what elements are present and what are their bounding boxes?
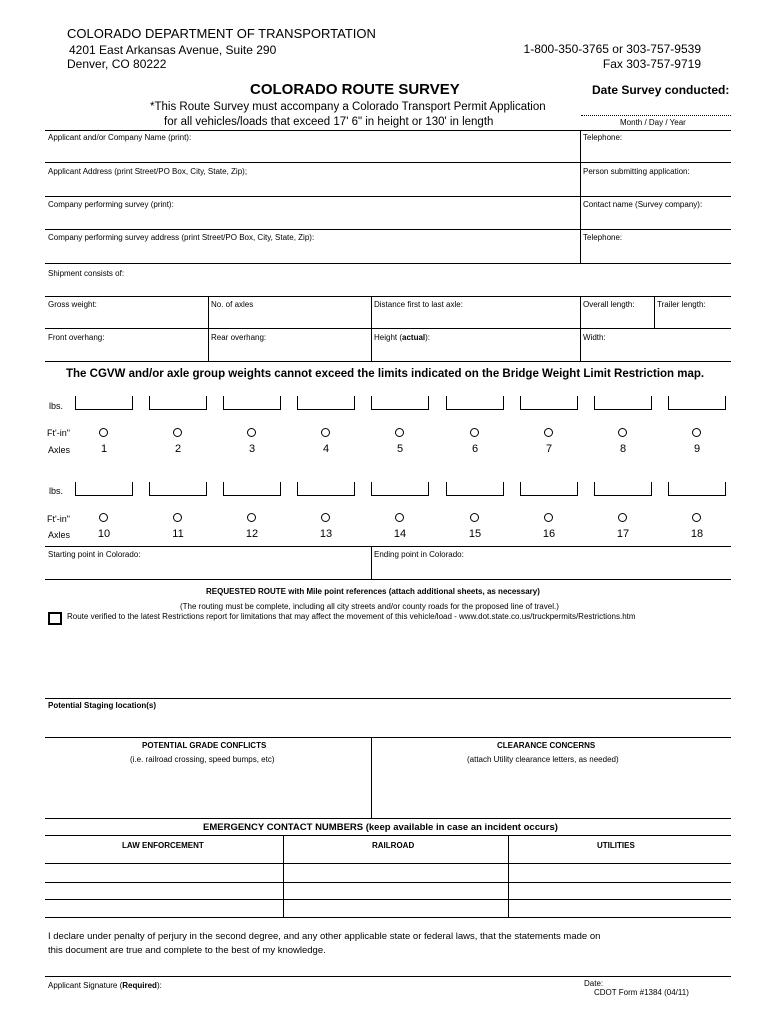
- trailer-length-field[interactable]: Trailer length:: [657, 300, 706, 309]
- axle-weight-input[interactable]: [594, 396, 652, 410]
- grade-conflicts-note: (i.e. railroad crossing, speed bumps, etc): [130, 755, 275, 764]
- applicant-address-field[interactable]: Applicant Address (print Street/PO Box, City, State, Zip);: [48, 167, 248, 176]
- form-id: CDOT Form #1384 (04/11): [594, 988, 689, 997]
- axle-weight-input[interactable]: [297, 396, 355, 410]
- org-fax: Fax 303-757-9719: [602, 57, 701, 71]
- axle-weight-input[interactable]: [446, 482, 504, 496]
- axle-spacing-radio[interactable]: [321, 513, 330, 522]
- axle-weight-input[interactable]: [520, 482, 578, 496]
- ftin-label-row2: Ft'-in": [47, 514, 70, 524]
- clearance-concerns-note: (attach Utility clearance letters, as needed): [467, 755, 619, 764]
- notice-line2: for all vehicles/loads that exceed 17' 6" in height or 130' in length: [164, 116, 494, 128]
- weight-warning: The CGVW and/or axle group weights cannot exceed the limits indicated on the Bridge Weight Limit Restriction map.: [66, 368, 705, 380]
- requested-route-area[interactable]: [45, 625, 731, 697]
- date-field[interactable]: Date:: [584, 979, 604, 988]
- page-title: COLORADO ROUTE SURVEY: [250, 81, 460, 98]
- date-survey-label: Date Survey conducted:: [592, 83, 730, 97]
- axle-number: 7: [545, 443, 553, 455]
- axle-spacing-radio[interactable]: [618, 428, 627, 437]
- axle-number: 12: [245, 528, 259, 540]
- axles-label-row1: Axles: [48, 445, 71, 455]
- route-verified-checkbox[interactable]: [48, 612, 62, 625]
- axle-spacing-radio[interactable]: [470, 428, 479, 437]
- org-address-line2: Denver, CO 80222: [67, 57, 167, 71]
- survey-telephone-field[interactable]: Telephone:: [583, 233, 623, 242]
- axle-spacing-radio[interactable]: [470, 513, 479, 522]
- axle-weight-input[interactable]: [149, 482, 207, 496]
- axle-weight-input[interactable]: [297, 482, 355, 496]
- axle-number: 15: [468, 528, 482, 540]
- starting-point-field[interactable]: Starting point in Colorado:: [48, 550, 141, 559]
- front-overhang-field[interactable]: Front overhang:: [48, 333, 105, 342]
- axle-number: 3: [248, 443, 256, 455]
- axle-spacing-radio[interactable]: [692, 428, 701, 437]
- axle-weight-input[interactable]: [223, 396, 281, 410]
- axle-spacing-radio[interactable]: [395, 513, 404, 522]
- grade-conflicts-area[interactable]: [45, 768, 370, 816]
- axle-number: 13: [319, 528, 333, 540]
- axle-number: 14: [393, 528, 407, 540]
- axle-weight-input[interactable]: [223, 482, 281, 496]
- axle-weight-input[interactable]: [446, 396, 504, 410]
- axle-spacing-radio[interactable]: [99, 513, 108, 522]
- axle-weight-input[interactable]: [520, 396, 578, 410]
- clearance-concerns-heading: CLEARANCE CONCERNS: [497, 741, 596, 750]
- survey-company-field[interactable]: Company performing survey (print):: [48, 200, 174, 209]
- org-name: COLORADO DEPARTMENT OF TRANSPORTATION: [67, 26, 376, 41]
- overall-length-field[interactable]: Overall length:: [583, 300, 635, 309]
- gross-weight-field[interactable]: Gross weight:: [48, 300, 97, 309]
- axle-distance-field[interactable]: Distance first to last axle:: [374, 300, 463, 309]
- lbs-label-row2: lbs.: [49, 486, 64, 496]
- signature-field[interactable]: Applicant Signature (Required):: [48, 981, 162, 990]
- survey-contact-field[interactable]: Contact name (Survey company):: [583, 200, 703, 209]
- org-phone: 1-800-350-3765 or 303-757-9539: [523, 42, 701, 56]
- height-field[interactable]: Height (actual):: [374, 333, 431, 342]
- axle-spacing-radio[interactable]: [692, 513, 701, 522]
- axle-spacing-radio[interactable]: [99, 428, 108, 437]
- emergency-heading: EMERGENCY CONTACT NUMBERS (keep available in case an incident occurs): [203, 822, 558, 833]
- utilities-column: UTILITIES: [597, 841, 635, 850]
- staging-location-field[interactable]: Potential Staging location(s): [48, 701, 157, 710]
- axle-number: 2: [174, 443, 182, 455]
- axle-number: 16: [542, 528, 556, 540]
- axle-weight-input[interactable]: [149, 396, 207, 410]
- axle-weight-input[interactable]: [371, 482, 429, 496]
- grade-conflicts-heading: POTENTIAL GRADE CONFLICTS: [142, 741, 267, 750]
- axle-spacing-radio[interactable]: [544, 428, 553, 437]
- rear-overhang-field[interactable]: Rear overhang:: [211, 333, 267, 342]
- telephone-field[interactable]: Telephone:: [583, 133, 623, 142]
- clearance-concerns-area[interactable]: [373, 768, 730, 816]
- survey-company-address-field[interactable]: Company performing survey address (print Street/PO Box, City, State, Zip):: [48, 233, 315, 242]
- law-enforcement-column: LAW ENFORCEMENT: [122, 841, 204, 850]
- person-submitting-field[interactable]: Person submitting application:: [583, 167, 690, 176]
- declaration-line1: I declare under penalty of perjury in the second degree, and any other applicable state or federal laws, that the statements made on: [48, 931, 601, 942]
- ending-point-field[interactable]: Ending point in Colorado:: [374, 550, 464, 559]
- axle-number: 10: [97, 528, 111, 540]
- applicant-name-field[interactable]: Applicant and/or Company Name (print):: [48, 133, 192, 142]
- lbs-label-row1: lbs.: [49, 401, 64, 411]
- axle-weight-input[interactable]: [668, 482, 726, 496]
- date-format-label: Month / Day / Year: [620, 118, 686, 127]
- axles-label-row2: Axles: [48, 530, 71, 540]
- axle-weight-input[interactable]: [371, 396, 429, 410]
- shipment-field[interactable]: Shipment consists of:: [48, 269, 125, 278]
- axle-weight-input[interactable]: [75, 396, 133, 410]
- date-survey-line[interactable]: [581, 115, 731, 116]
- axle-spacing-radio[interactable]: [173, 513, 182, 522]
- axle-number: 18: [690, 528, 704, 540]
- org-address-line1: 4201 East Arkansas Avenue, Suite 290: [69, 43, 277, 57]
- width-field[interactable]: Width:: [583, 333, 606, 342]
- railroad-column: RAILROAD: [372, 841, 415, 850]
- axle-weight-input[interactable]: [668, 396, 726, 410]
- axle-number: 5: [396, 443, 404, 455]
- requested-route-heading: REQUESTED ROUTE with Mile point references (attach additional sheets, as necessary): [206, 587, 540, 596]
- axle-weight-input[interactable]: [594, 482, 652, 496]
- axle-spacing-radio[interactable]: [247, 428, 256, 437]
- axle-spacing-radio[interactable]: [395, 428, 404, 437]
- axle-spacing-radio[interactable]: [321, 428, 330, 437]
- notice-line1: *This Route Survey must accompany a Colorado Transport Permit Application: [150, 101, 546, 113]
- axle-weight-input[interactable]: [75, 482, 133, 496]
- declaration-line2: this document are true and complete to the best of my knowledge.: [48, 945, 326, 956]
- axle-number: 6: [471, 443, 479, 455]
- routing-note: (The routing must be complete, including all city streets and/or county roads for the proposed line of travel.): [180, 602, 559, 611]
- axle-number: 1: [100, 443, 108, 455]
- axle-spacing-radio[interactable]: [618, 513, 627, 522]
- axle-number: 4: [322, 443, 330, 455]
- axle-number: 17: [616, 528, 630, 540]
- axle-number: 9: [693, 443, 701, 455]
- ftin-label-row1: Ft'-in": [47, 428, 70, 438]
- num-axles-field[interactable]: No. of axles: [211, 300, 254, 309]
- route-verified-label: Route verified to the latest Restrictions report for limitations that may affect the movement of this vehicle/load - www.dot.state.co.us/truckpermits/Restrictions.htm: [67, 612, 636, 621]
- axle-spacing-radio[interactable]: [173, 428, 182, 437]
- axle-number: 8: [619, 443, 627, 455]
- axle-spacing-radio[interactable]: [544, 513, 553, 522]
- axle-number: 11: [172, 528, 184, 540]
- axle-spacing-radio[interactable]: [247, 513, 256, 522]
